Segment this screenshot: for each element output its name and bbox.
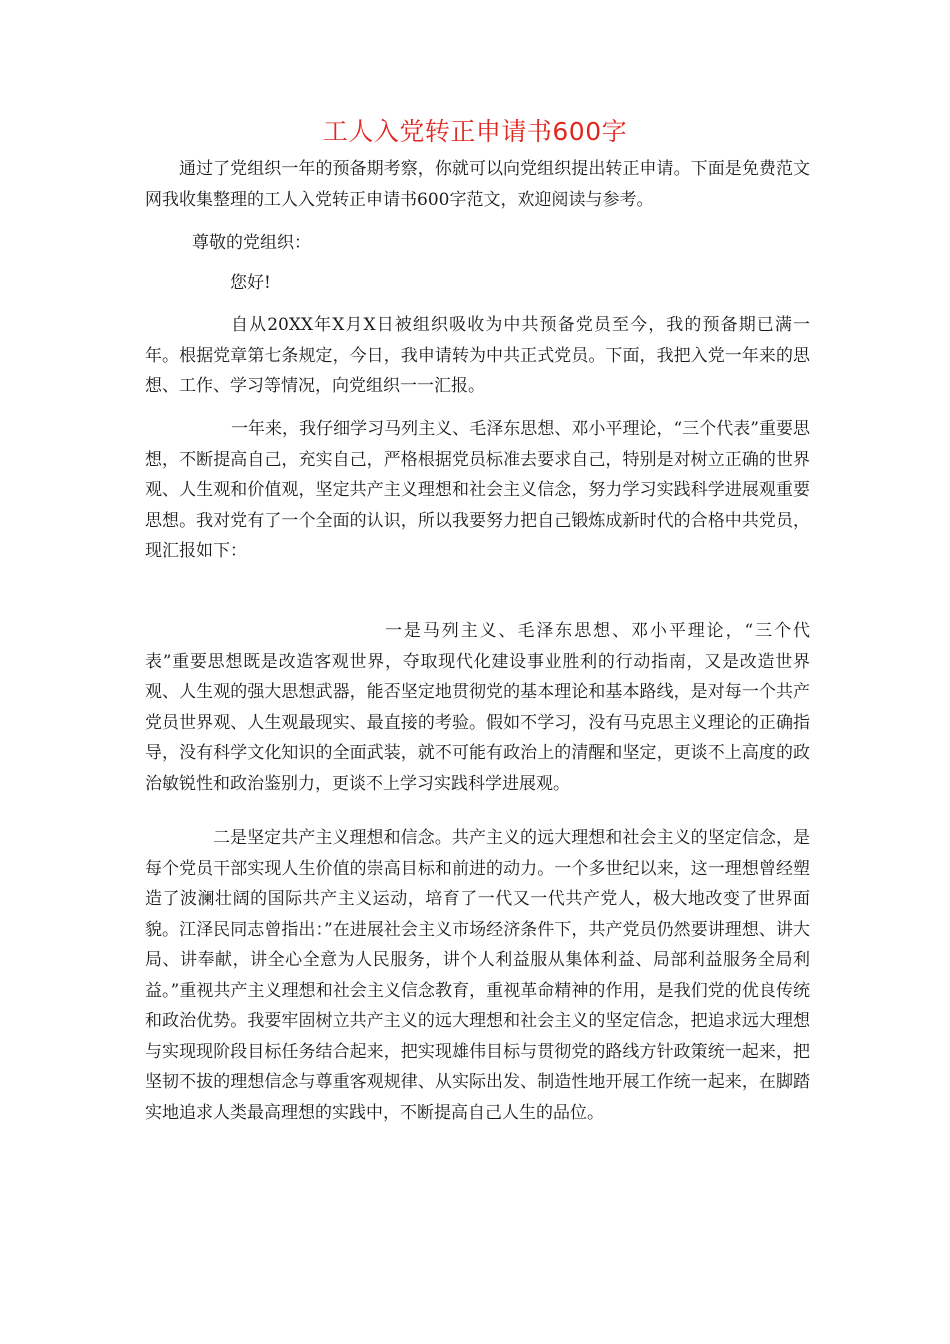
intro-paragraph: 通过了党组织一年的预备期考察，你就可以向党组织提出转正申请。下面是免费范文网我收集整理的工人入党转正申请书600字范文，欢迎阅读与参考。 bbox=[145, 159, 810, 210]
body-paragraph: 二是坚定共产主义理想和信念。共产主义的远大理想和社会主义的坚定信念，是每个党员干部实现人生价值的崇高目标和前进的动力。一个多世纪以来，这一理想曾经塑造了波澜壮阔的国际共产主义运动，培育了一代又一代共产党人，极大地改变了世界面貌。江泽民同志曾指出：”在进展社会主义市场经济条件下，共产党员仍然要讲理想、讲大局、讲奉献，讲全心全意为人民服务，讲个人利益服从集体利益、局部利益服务全局利益。”重视共产主义理想和社会主义信念教育，重视革命精神的作用，是我们党的优良传统和政治优势。我要牢固树立共产主义的远大理想和社会主义的坚定信念，把追求远大理想与实现现阶段目标任务结合起来，把实现雄伟目标与贯彻党的路线方针政策统一起来，把坚韧不拔的理想信念与尊重客观规律、从实际出发、制造性地开展工作统一起来，在脚踏实地追求人类最高理想的实践中，不断提高自己人生的品位。 bbox=[145, 828, 810, 1123]
salutation: 尊敬的党组织： bbox=[192, 233, 311, 253]
document-title: 工人入党转正申请书600字 bbox=[322, 117, 628, 146]
body-paragraph: 自从20XX年X月X日被组织吸收为中共预备党员至今，我的预备期已满一年。根据党章第七条规定，今日，我申请转为中共正式党员。下面，我把入党一年来的思想、工作、学习等情况，向党组织一一汇报。 bbox=[145, 315, 810, 396]
greeting: 您好! bbox=[230, 273, 271, 293]
body-paragraph: 一是马列主义、毛泽东思想、邓小平理论，“三个代表”重要思想既是改造客观世界，夺取现代化建设事业胜利的行动指南，又是改造世界观、人生观的强大思想武器，能否坚定地贯彻党的基本理论和基本路线，是对每一个共产党员世界观、人生观最现实、最直接的考验。假如不学习，没有马克思主义理论的正确指导，没有科学文化知识的全面武装，就不可能有政治上的清醒和坚定，更谈不上高度的政治敏锐性和政治鉴别力，更谈不上学习实践科学进展观。 bbox=[145, 621, 810, 794]
body-paragraph: 一年来，我仔细学习马列主义、毛泽东思想、邓小平理论，“三个代表”重要思想，不断提高自己，充实自己，严格根据党员标准去要求自己，特别是对树立正确的世界观、人生观和价值观，坚定共产主义理想和社会主义信念，努力学习实践科学进展观重要思想。我对党有了一个全面的认识，所以我要努力把自己锻炼成新时代的合格中共党员，现汇报如下： bbox=[145, 419, 810, 561]
